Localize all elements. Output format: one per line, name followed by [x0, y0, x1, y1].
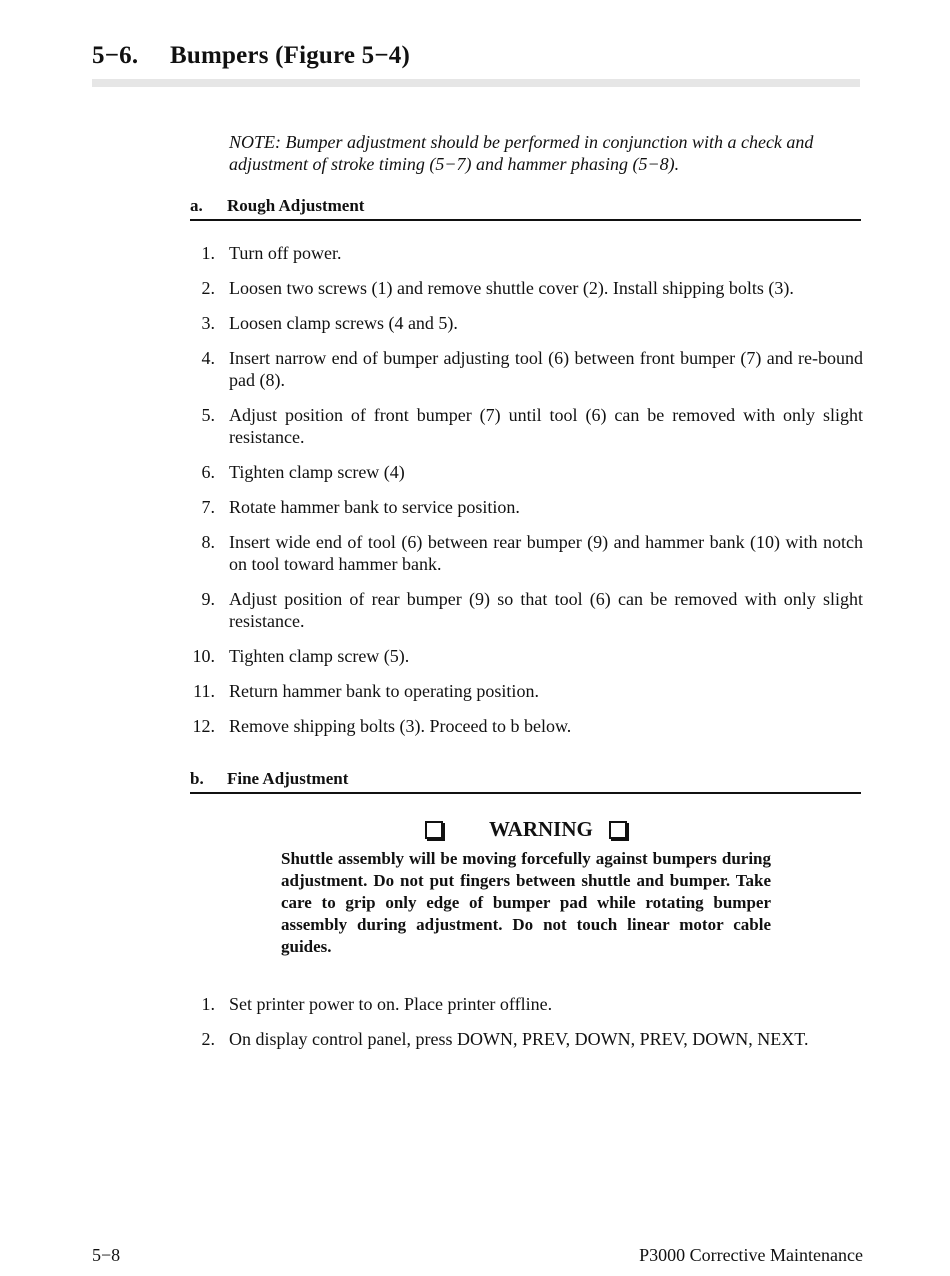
step-text: Tighten clamp screw (4): [229, 462, 405, 482]
list-item: [190, 715, 863, 737]
list-item: [190, 312, 863, 334]
note-text: NOTE: Bumper adjustment should be performed in conjunction with a check and adjustment of stroke timing (5−7) and hammer phasing (5−8).: [229, 132, 814, 174]
list-item: [190, 588, 863, 632]
rough-adjustment-heading: [190, 196, 861, 221]
list-item: [190, 680, 863, 702]
step-number: 10.: [192, 646, 215, 666]
step-text: Loosen clamp screws (4 and 5).: [229, 313, 458, 333]
rough-adjustment-steps: [190, 242, 863, 737]
step-text: Insert wide end of tool (6) between rear bumper (9) and hammer bank (10) with notch on tool toward hammer bank.: [229, 532, 863, 574]
list-item: [190, 277, 863, 299]
fine-adjustment-heading: [190, 769, 861, 794]
page-number: 5−8: [92, 1245, 121, 1265]
list-item: [190, 1028, 863, 1050]
warning-box-icon: [425, 821, 443, 839]
step-number: 1.: [201, 243, 215, 263]
step-text: Loosen two screws (1) and remove shuttle cover (2). Install shipping bolts (3).: [229, 278, 794, 298]
section-title-text: Bumpers (Figure 5−4): [170, 42, 410, 69]
step-number: 2.: [201, 278, 215, 298]
step-number: 3.: [201, 313, 215, 333]
step-text: Rotate hammer bank to service position.: [229, 497, 520, 517]
rough-adjustment-letter: a.: [190, 196, 203, 215]
step-text: Insert narrow end of bumper adjusting tool (6) between front bumper (7) and re-bound pad (8).: [229, 348, 863, 390]
step-text: Tighten clamp screw (5).: [229, 646, 410, 666]
list-item: [190, 496, 863, 518]
warning-text: Shuttle assembly will be moving forcefully against bumpers during adjustment. Do not put fingers between shuttle and bumper. Take care to grip only edge of bumper pad while rotating bumper assembly during adjustment. Do not touch linear motor cable guides.: [281, 849, 771, 956]
warning-label: WARNING: [489, 817, 593, 841]
step-number: 5.: [201, 405, 215, 425]
step-text: Adjust position of rear bumper (9) so that tool (6) can be removed with only slight resistance.: [229, 589, 863, 631]
section-title: [92, 42, 410, 70]
fine-adjustment-letter: b.: [190, 769, 204, 788]
step-number: 11.: [193, 681, 215, 701]
step-number: 12.: [192, 716, 215, 736]
step-number: 9.: [201, 589, 215, 609]
fine-adjustment-steps: [190, 993, 863, 1050]
list-item: [190, 645, 863, 667]
step-number: 2.: [201, 1029, 215, 1049]
step-text: On display control panel, press DOWN, PREV, DOWN, PREV, DOWN, NEXT.: [229, 1029, 809, 1049]
step-number: 4.: [201, 348, 215, 368]
list-item: [190, 347, 863, 391]
step-text: Return hammer bank to operating position.: [229, 681, 539, 701]
list-item: [190, 242, 863, 264]
step-number: 7.: [201, 497, 215, 517]
step-number: 8.: [201, 532, 215, 552]
rough-adjustment-title: Rough Adjustment: [227, 196, 365, 215]
document-title: P3000 Corrective Maintenance: [639, 1245, 863, 1265]
fine-adjustment-title: Fine Adjustment: [227, 769, 349, 788]
list-item: [190, 993, 863, 1015]
list-item: [190, 461, 863, 483]
step-text: Turn off power.: [229, 243, 342, 263]
step-number: 1.: [201, 994, 215, 1014]
warning-box-icon: [609, 821, 627, 839]
step-number: 6.: [201, 462, 215, 482]
list-item: [190, 404, 863, 448]
list-item: [190, 531, 863, 575]
step-text: Set printer power to on. Place printer offline.: [229, 994, 553, 1014]
step-text: Remove shipping bolts (3). Proceed to b below.: [229, 716, 572, 736]
title-rule: [92, 79, 860, 87]
section-number: 5−6.: [92, 42, 139, 69]
step-text: Adjust position of front bumper (7) until tool (6) can be removed with only slight resistance.: [229, 405, 863, 447]
